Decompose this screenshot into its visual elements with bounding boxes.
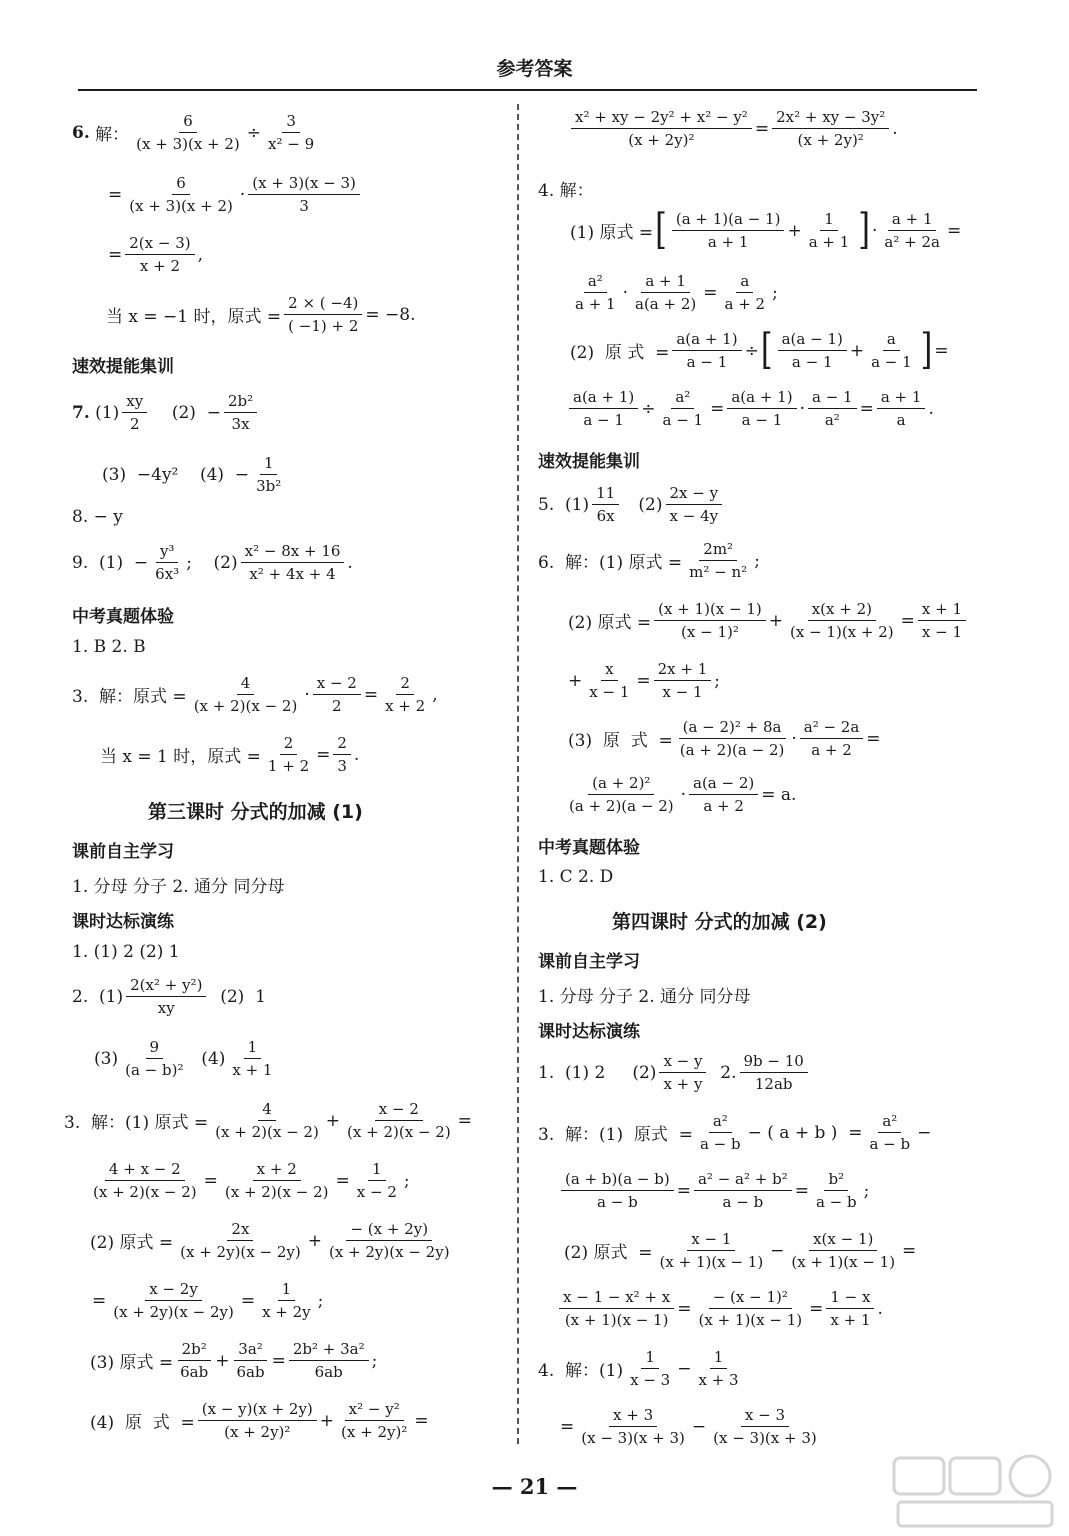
fraction: $\frac{a(a - 1)}{a - 1}$ — [778, 330, 847, 371]
fraction: $\frac{\text{a² − 2a}}{a + 2}$ — [800, 718, 864, 759]
lesson-title: 第四课时 分式的加减 (2) — [612, 911, 827, 933]
answer-6-right-part3: (3) 原 式 = $\frac{\text{(a − 2)² + 8a}}{(a + 2)(a - 2)}$ · $\frac{\text{a² − 2a}}{a + 2}$ = — [568, 718, 881, 759]
section-heading: 课前自主学习 — [72, 842, 174, 862]
fraction: $\frac{a}{a - 1}$ — [871, 330, 912, 371]
fraction: $\frac{xy}{2}$ — [122, 392, 147, 433]
fraction: $\frac{4}{(x + 2)(x - 2)}$ — [193, 674, 298, 715]
answer-4: 4. 解： — [538, 181, 594, 201]
answer-6-right-part3-step: $\frac{\text{(a + 2)²}}{(a + 2)(a - 2)}$ · $\frac{a(a - 2)}{a + 2}$ = a. — [562, 774, 796, 815]
fraction: $\frac{x - 3}{(x - 3)(x + 3)}$ — [713, 1406, 817, 1447]
fraction: $\frac{x - y}{x + y}$ — [659, 1052, 706, 1093]
answer-d2-cont: (3) $\frac{9}{\text{(a − b)²}}$ (4) $\frac{1}{x + 1}$ — [94, 1038, 279, 1079]
fraction: $\frac{a}{a + 2}$ — [724, 272, 766, 313]
fraction: $\frac{x - 2y}{(x + 2y)(x - 2y)}$ — [113, 1280, 234, 1321]
fraction: $\frac{9}{\text{(a − b)²}}$ — [125, 1038, 184, 1079]
fraction: $\frac{1}{a + 1}$ — [808, 210, 850, 251]
fraction: $\frac{1}{x + 1}$ — [232, 1038, 273, 1079]
fraction: $\frac{x - 2}{(x + 2)(x - 2)}$ — [347, 1100, 451, 1141]
fraction: $\frac{\text{a² − a² + b²}}{a - b}$ — [694, 1170, 792, 1211]
fraction: $\frac{\text{2b²}}{6ab}$ — [176, 1340, 212, 1381]
fraction: $\frac{(a + b)(a - b)}{a - b}$ — [561, 1170, 674, 1211]
fraction: $\frac{2}{x + 2}$ — [385, 674, 426, 715]
answer-d3-part3: (3) 原式 = $\frac{\text{2b²}}{6ab}$ + $\frac{\text{3a²}}{6ab}$ = $\frac{\text{2b² + 3a²}}{6ab}$ ; — [90, 1340, 378, 1381]
fraction: $\frac{a(a + 1)}{a - 1}$ — [569, 388, 638, 429]
answer-9: 9. (1) − $\frac{\text{y³}}{\text{6x³}}$ ; (2) $\frac{\text{x² − 8x + 16}}{\text{x² + 4x + 4}}$ . — [72, 542, 353, 583]
fraction: $\frac{x + 1}{x - 1}$ — [918, 600, 966, 641]
answer-6-right: 6. 解：(1) 原式 = $\frac{\text{2m²}}{\text{m² − n²}}$ ; — [538, 540, 760, 581]
fraction: $\frac{\text{a²}}{a - b}$ — [869, 1112, 911, 1153]
answer-d3: 3. 解：(1) 原式 = $\frac{4}{(x + 2)(x - 2)}$ + $\frac{x - 2}{(x + 2)(x - 2)}$ = — [64, 1100, 472, 1141]
fraction: $\frac{3}{\text{x² − 9}}$ — [268, 112, 315, 153]
fraction: $\frac{a - 1}{\text{a²}}$ — [808, 388, 857, 429]
fraction: $\frac{(x + 3)(x - 3)}{3}$ — [248, 174, 360, 215]
fraction: $\frac{1}{\text{3b²}}$ — [256, 454, 282, 495]
fraction: $\frac{1}{x + 3}$ — [698, 1348, 739, 1389]
fraction: $\frac{\text{a²}}{a - 1}$ — [662, 388, 704, 429]
watermark-logo-icon — [890, 1452, 1060, 1532]
page-header-title: 参考答案 — [496, 58, 573, 80]
answer-d4-right-step: = $\frac{x + 3}{(x - 3)(x + 3)}$ − $\frac{x - 3}{(x - 3)(x + 3)}$ — [560, 1406, 824, 1447]
section-heading: 速效提能集训 — [538, 452, 640, 472]
answer-4-part2-step: $\frac{a(a + 1)}{a - 1}$ ÷ $\frac{\text{a²}}{a - 1}$ = $\frac{a(a + 1)}{a - 1}$ · $\frac{a - 1}{\text{a²}}$ = $\frac{a + 1}{a}$ . — [566, 388, 934, 429]
fraction: $\frac{x + 3}{(x - 3)(x + 3)}$ — [581, 1406, 685, 1447]
answer-d3-right: 3. 解：(1) 原式 = $\frac{\text{a²}}{a - b}$ − ( a + b ) = $\frac{\text{a²}}{a - b}$ − — [538, 1112, 932, 1153]
fraction: $\frac{\text{(a + 2)²}}{(a + 2)(a - 2)}$ — [569, 774, 674, 815]
question-number: 6. — [72, 122, 90, 143]
answer-6-right-part2-step: + $\frac{x}{x - 1}$ = $\frac{2x + 1}{x - 1}$ ; — [568, 660, 720, 701]
fraction: $\frac{\text{a²}}{a - b}$ — [699, 1112, 741, 1153]
fraction: $\frac{\text{x² − y²}}{\text{(x + 2y)²}}$ — [341, 1400, 408, 1441]
fraction: $\frac{\text{2b²}}{3x}$ — [224, 392, 257, 433]
answer-6: 6. 解： $\frac{6}{(x + 3)(x + 2)}$ ÷ $\frac{3}{\text{x² − 9}}$ — [72, 112, 321, 153]
fraction: $\frac{a(a - 2)}{a + 2}$ — [689, 774, 758, 815]
fraction: $\frac{\text{− (x − 1)²}}{(x + 1)(x - 1)}$ — [698, 1288, 803, 1329]
fraction: $\frac{2(x - 3)}{x + 2}$ — [125, 234, 194, 275]
answer-z3: 3. 解：原式 = $\frac{4}{(x + 2)(x - 2)}$ · $\frac{x - 2}{2}$ = $\frac{2}{x + 2}$ , — [72, 674, 438, 715]
fraction: $\frac{\text{3a²}}{6ab}$ — [232, 1340, 268, 1381]
answer-8: 8. − y — [72, 507, 123, 527]
lesson-title: 第三课时 分式的加减 (1) — [148, 801, 363, 823]
answer-4-part2: (2) 原 式 = $\frac{a(a + 1)}{a - 1}$ ÷ [ $\frac{a(a - 1)}{a - 1}$ + $\frac{a}{a - 1}$ ] = — [570, 325, 949, 375]
column-divider — [517, 104, 519, 1444]
fraction: $\frac{x - 2}{2}$ — [313, 674, 361, 715]
answer-4-part1-step: $\frac{\text{a²}}{a + 1}$ · $\frac{a + 1}{a(a + 2)}$ = $\frac{a}{a + 2}$ ; — [568, 272, 778, 313]
section-heading: 课时达标演练 — [72, 912, 174, 932]
answer-d4-right: 4. 解：(1) $\frac{1}{x - 3}$ − $\frac{1}{x + 3}$ — [538, 1348, 746, 1389]
answer-6-step: = $\frac{2(x - 3)}{x + 2}$ , — [108, 234, 204, 275]
answer-d3-part2: (2) 原式 = $\frac{2x}{(x + 2y)(x - 2y)}$ + $\frac{- (x + 2y)}{(x + 2y)(x - 2y)}$ — [90, 1220, 457, 1261]
fraction: $\frac{\text{2b² + 3a²}}{6ab}$ — [289, 1340, 369, 1381]
fraction: $\frac{2x - y}{x - 4y}$ — [666, 484, 723, 525]
fraction: $\frac{\text{2x² + xy − 3y²}}{\text{(x + 2y)²}}$ — [772, 108, 889, 149]
answer-cont: $\frac{\text{x² + xy − 2y² + x² − y²}}{\text{(x + 2y)²}}$ = $\frac{\text{2x² + xy − 3y²}}{\text{(x + 2y)²}}$ . — [568, 108, 898, 149]
fraction: $\frac{4 + x - 2}{(x + 2)(x - 2)}$ — [93, 1160, 197, 1201]
answer-d3-step: $\frac{4 + x - 2}{(x + 2)(x - 2)}$ = $\frac{x + 2}{(x + 2)(x - 2)}$ = $\frac{1}{x - 2}$ ; — [86, 1160, 410, 1201]
fraction: $\frac{\text{2(x² + y²)}}{xy}$ — [126, 976, 206, 1017]
fraction: $\frac{a(a + 1)}{a - 1}$ — [672, 330, 741, 371]
fraction: $\frac{4}{(x + 2)(x - 2)}$ — [215, 1100, 319, 1141]
answer-d3-right-part2: (2) 原式 = $\frac{x - 1}{(x + 1)(x - 1)}$ − $\frac{x(x - 1)}{(x + 1)(x - 1)}$ = — [564, 1230, 917, 1271]
fraction: $\frac{(x - y)(x + 2y)}{\text{(x + 2y)²}}$ — [198, 1400, 317, 1441]
fraction: $\frac{\text{x² + xy − 2y² + x² − y²}}{\text{(x + 2y)²}}$ — [571, 108, 752, 149]
section-heading: 速效提能集训 — [72, 357, 174, 377]
section-heading: 中考真题体验 — [538, 838, 640, 858]
fraction: $\frac{\text{a²}}{a + 1}$ — [575, 272, 616, 313]
fraction: $\frac{a + 1}{\text{a² + 2a}}$ — [884, 210, 940, 251]
answer-z3-result: 当 x = 1 时，原式 = $\frac{2}{1 + 2}$ = $\frac{2}{3}$ . — [100, 734, 360, 775]
fraction: $\frac{6}{(x + 3)(x + 2)}$ — [136, 112, 240, 153]
answer-z1-2-right: 1. C 2. D — [538, 867, 614, 887]
fraction: $\frac{x + 2}{(x + 2)(x - 2)}$ — [224, 1160, 329, 1201]
header-rule — [78, 89, 977, 91]
fraction: $\frac{6}{(x + 3)(x + 2)}$ — [129, 174, 233, 215]
solution-label: 解： — [95, 125, 130, 145]
answer-7: 7. (1) $\frac{xy}{2}$ (2) − $\frac{\text{2b²}}{3x}$ — [72, 392, 260, 433]
fraction: $\frac{a + 1}{a}$ — [877, 388, 926, 429]
fraction: $\frac{x(x + 2)}{(x - 1)(x + 2)}$ — [790, 600, 894, 641]
fraction: $\frac{\text{x² − 8x + 16}}{\text{x² + 4x + 4}}$ — [241, 542, 345, 583]
answer-6-result: 当 x = −1 时，原式 = $\frac{2 \times ( -4)}{( -1) + 2}$ = −8. — [106, 294, 416, 335]
answer-6-right-part2: (2) 原式 = $\frac{(x + 1)(x - 1)}{\text{(x − 1)²}}$ + $\frac{x(x + 2)}{(x - 1)(x + 2)}$ = $\frac{x + 1}{x - 1}$ — [568, 600, 969, 641]
answer-k1-2: 1. 分母 分子 2. 通分 同分母 — [72, 877, 285, 897]
fraction: $\frac{11}{6x}$ — [592, 484, 619, 525]
fraction: $\frac{\text{2m²}}{\text{m² − n²}}$ — [689, 540, 748, 581]
fraction: $\frac{x - 1}{(x + 1)(x - 1)}$ — [659, 1230, 764, 1271]
fraction: $\frac{a + 1}{a(a + 2)}$ — [635, 272, 697, 313]
fraction: $\frac{- (x + 2y)}{(x + 2y)(x - 2y)}$ — [328, 1220, 450, 1261]
answer-d1: 1. (1) 2 (2) 1 — [72, 942, 180, 962]
answer-d1-right: 1. (1) 2 (2) $\frac{x - y}{x + y}$ 2. $\frac{9b - 10}{12ab}$ — [538, 1052, 811, 1093]
fraction: $\frac{1}{x - 2}$ — [356, 1160, 397, 1201]
fraction: $\frac{\text{(a − 2)² + 8a}}{(a + 2)(a - 2)}$ — [679, 718, 785, 759]
answer-k1-2-right: 1. 分母 分子 2. 通分 同分母 — [538, 987, 751, 1007]
fraction: $\frac{2}{1 + 2}$ — [267, 734, 310, 775]
fraction: $\frac{(a + 1)(a - 1)}{a + 1}$ — [672, 210, 785, 251]
fraction: $\frac{1 - x}{x + 1}$ — [826, 1288, 874, 1329]
answer-4-part1: (1) 原式 = [ $\frac{(a + 1)(a - 1)}{a + 1}$ + $\frac{1}{a + 1}$ ] · $\frac{a + 1}{\text{a² + 2a}}$ = — [570, 205, 962, 255]
section-heading: 课前自主学习 — [538, 952, 640, 972]
answer-d3-part4: (4) 原 式 = $\frac{(x - y)(x + 2y)}{\text{(x + 2y)²}}$ + $\frac{\text{x² − y²}}{\text{(x + 2y)²}}$ = — [90, 1400, 429, 1441]
answer-7-cont: (3) −4y² (4) − $\frac{1}{\text{3b²}}$ — [102, 454, 288, 495]
answer-d3-part2-step: = $\frac{x - 2y}{(x + 2y)(x - 2y)}$ = $\frac{1}{x + 2y}$ ; — [92, 1280, 324, 1321]
fraction: $\frac{1}{x + 2y}$ — [262, 1280, 311, 1321]
fraction: $\frac{1}{x - 3}$ — [630, 1348, 671, 1389]
fraction: $\frac{\text{y³}}{\text{6x³}}$ — [155, 542, 180, 583]
fraction: $\frac{x(x - 1)}{(x + 1)(x - 1)}$ — [791, 1230, 896, 1271]
fraction: $\frac{9b - 10}{12ab}$ — [740, 1052, 808, 1093]
section-heading: 中考真题体验 — [72, 607, 174, 627]
fraction: $\frac{2 \times ( -4)}{( -1) + 2}$ — [284, 294, 362, 335]
answer-d3-right-step: $\frac{(a + b)(a - b)}{a - b}$ = $\frac{\text{a² − a² + b²}}{a - b}$ = $\frac{\text{b²}}{a - b}$ ; — [558, 1170, 869, 1211]
fraction: $\frac{\text{x − 1 − x² + x}}{(x + 1)(x - 1)}$ — [559, 1288, 674, 1329]
fraction: $\frac{2}{3}$ — [333, 734, 351, 775]
answer-d2: 2. (1) $\frac{\text{2(x² + y²)}}{xy}$ (2) 1 — [72, 976, 266, 1017]
section-heading: 课时达标演练 — [538, 1022, 640, 1042]
fraction: $\frac{a(a + 1)}{a - 1}$ — [727, 388, 796, 429]
answer-d3-right-part2-step: $\frac{\text{x − 1 − x² + x}}{(x + 1)(x - 1)}$ = $\frac{\text{− (x − 1)²}}{(x + 1)(x - 1)}$ = $\frac{1 - x}{x + 1}$ . — [556, 1288, 883, 1329]
page-number: — 21 — — [491, 1474, 578, 1499]
answer-z1-2: 1. B 2. B — [72, 637, 146, 657]
fraction: $\frac{2x + 1}{x - 1}$ — [654, 660, 712, 701]
fraction: $\frac{\text{b²}}{a - b}$ — [815, 1170, 857, 1211]
fraction: $\frac{2x}{(x + 2y)(x - 2y)}$ — [180, 1220, 301, 1261]
answer-5: 5. (1) $\frac{11}{6x}$ (2) $\frac{2x - y}{x - 4y}$ — [538, 484, 725, 525]
fraction: $\frac{(x + 1)(x - 1)}{\text{(x − 1)²}}$ — [654, 600, 766, 641]
answer-6-step: = $\frac{6}{(x + 3)(x + 2)}$ · $\frac{(x + 3)(x - 3)}{3}$ — [108, 174, 363, 215]
fraction: $\frac{x}{x - 1}$ — [589, 660, 630, 701]
